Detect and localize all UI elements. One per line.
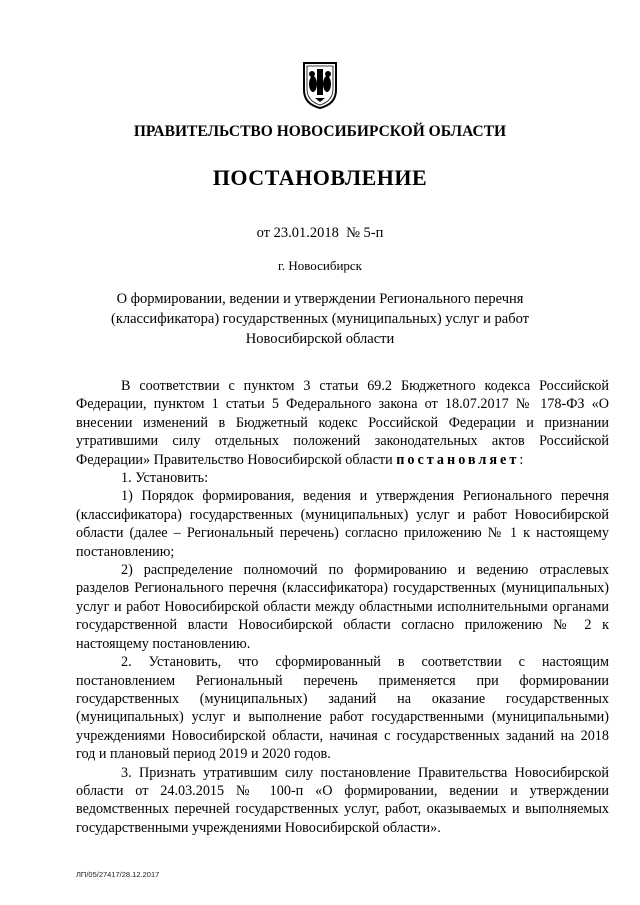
item-1: 1. Установить: [121,470,209,487]
item-2: 2. Установить, что сформированный в соответствии с настоящим постановлением Региональный перечень применяется при формировании государственных (муниципальных) заданий на оказание государственных (муниципальных) услуг и выполнение работ государственными (муниципальными) учреждениями Новосибирской области, начиная с государственных заданий на 2018 год и плановый период 2019 и 2020 годов. [76,654,609,763]
intro-paragraph [76,377,609,469]
decree-word: постановляет [396,451,520,468]
authority-name: ПРАВИТЕЛЬСТВО НОВОСИБИРСКОЙ ОБЛАСТИ [133,123,507,140]
document-type: ПОСТАНОВЛЕНИЕ [212,165,428,190]
item-1-2: 2) распределение полномочий по формированию и ведению отраслевых разделов Регионального перечня (классификатора) государственных (муниципальных) услуг и работ Новосибирской области между областными исполнительными органами государственной власти Новосибирской области согласно приложению № 2 к настоящему постановлению. [76,562,609,652]
document-body [76,377,609,837]
item-3: 3. Признать утратившим силу постановление Правительства Новосибирской области от 24.03.2015 № 100-п «О формировании, ведении и утверждении ведомственных перечней государственных услуг, работ, оказываемых и выполняемых государственными учреждениями Новосибирской области». [76,764,609,836]
item-1-1: 1) Порядок формирования, ведения и утверждения Регионального перечня (классификатора) государственных (муниципальных) услуг и работ Новосибирской области (далее – Региональный перечень) согласно приложению № 1 к настоящему постановлению; [76,488,609,560]
intro-text: В соответствии с пунктом 3 статьи 69.2 Бюджетного кодекса Российской Федерации, пунктом 1 статьи 5 Федерального закона от 18.07.2017 № 178-ФЗ «О внесении изменений в Бюджетный кодекс Российской Федерации и признании утратившими силу отдельных положений законодательных актов Российской Федерации» Правительство Новосибирской области [76,378,609,468]
document-title: О формировании, ведении и утверждении Регионального перечня (классификатора) государственных (муниципальных) услуг и работ Новосибирской области [111,291,529,347]
date-number: от 23.01.2018 № 5-п [256,225,384,241]
city: г. Новосибирск [277,258,362,273]
coat-of-arms-icon [301,60,339,110]
document-code: ЛП/05/27417/28.12.2017 [76,870,160,879]
intro-end: : [519,451,524,468]
